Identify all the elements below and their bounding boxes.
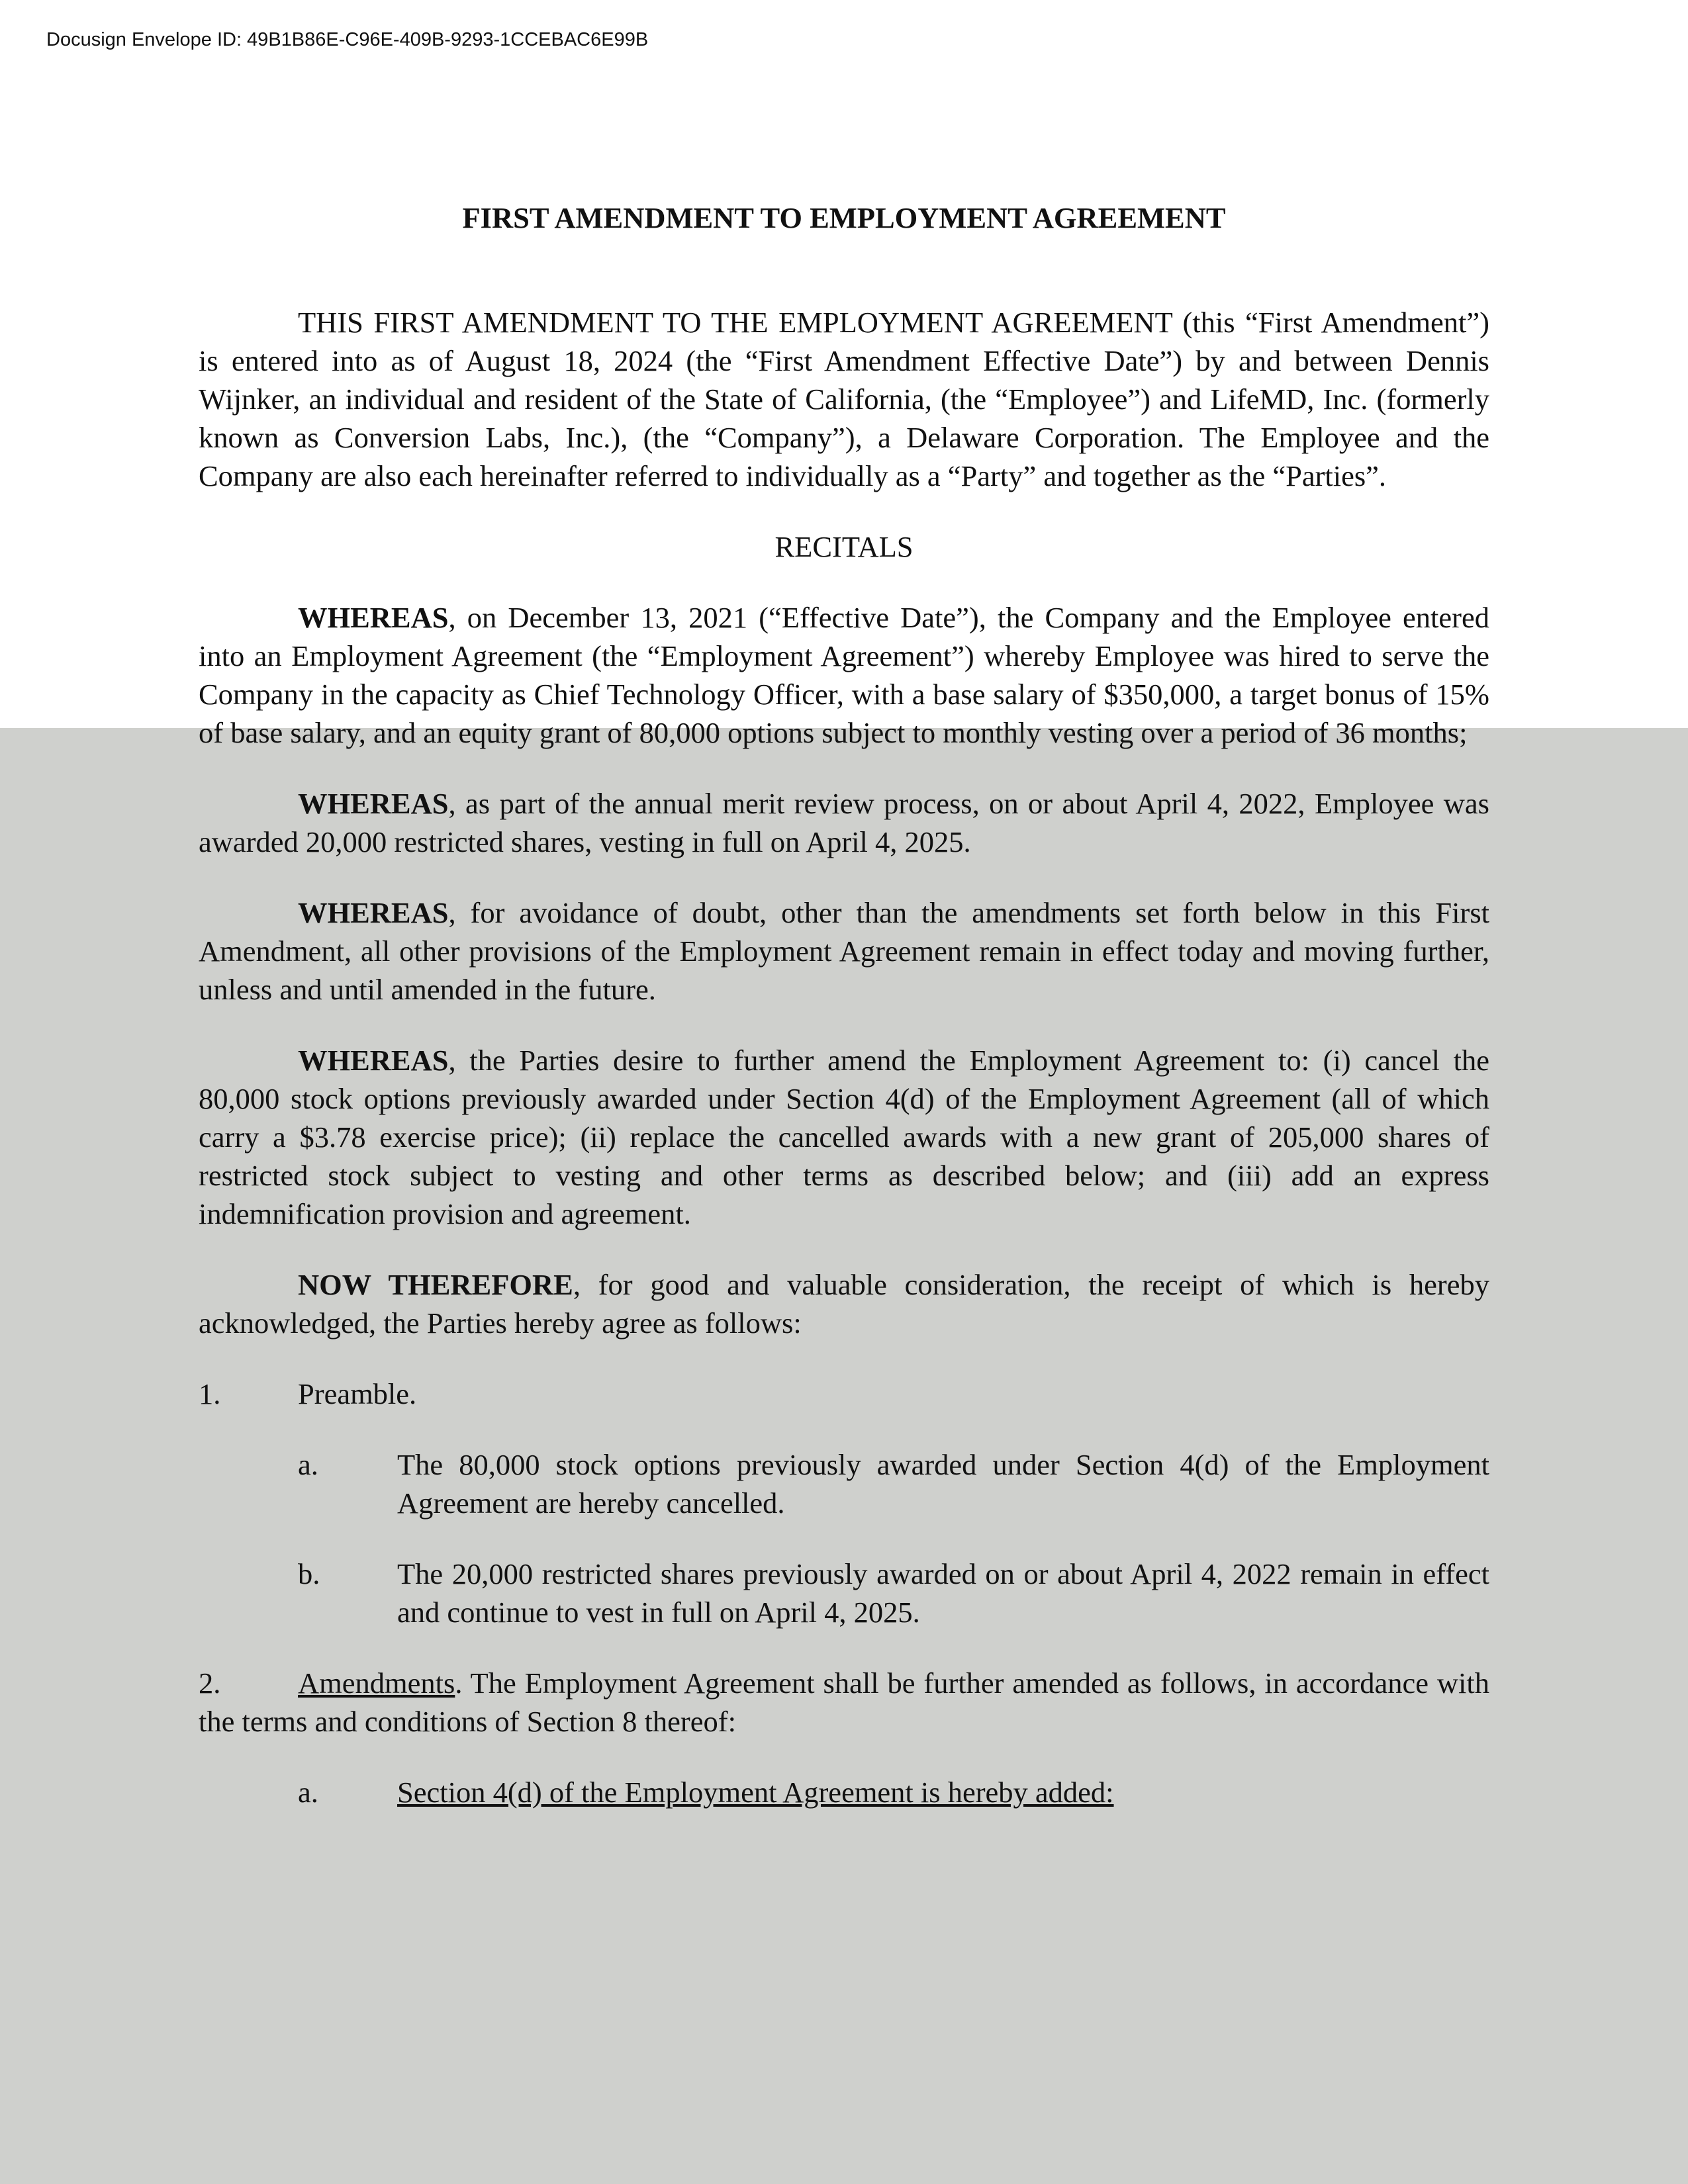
- item-text: Section 4(d) of the Employment Agreement is hereby added:: [397, 1776, 1114, 1809]
- section-title: Preamble.: [298, 1377, 417, 1410]
- section-2-item-a: [199, 1773, 1489, 1811]
- whereas-text: , on December 13, 2021 (“Effective Date”), the Company and the Employee entered into an Employment Agreement (the “Employment Agreement”) whereby Employee was hired to serve the Company in the capacity as Chief Technology Officer, with a base salary of $350,000, a target bonus of 15% of base salary, and an equity grant of 80,000 options subject to monthly vesting over a period of 36 months;: [199, 601, 1489, 749]
- whereas-paragraph-3: [199, 893, 1489, 1009]
- recitals-heading: RECITALS: [774, 530, 914, 563]
- section-number: 2.: [199, 1666, 221, 1700]
- whereas-text: , the Parties desire to further amend the Employment Agreement to: (i) cancel the 80,000 stock options previously awarded under Section 4(d) of the Employment Agreement (all of which carry a $3.78 exercise price); (ii) replace the cancelled awards with a new grant of 205,000 shares of restricted stock subject to vesting and other terms as described below; and (iii) add an express indemnification provision and agreement.: [199, 1044, 1489, 1230]
- now-therefore-text: , for good and valuable consideration, the receipt of which is hereby acknowledged, the Parties hereby agree as follows:: [199, 1268, 1489, 1340]
- item-text: The 80,000 stock options previously awarded under Section 4(d) of the Employment Agreement are hereby cancelled.: [397, 1448, 1489, 1520]
- item-label: a.: [298, 1448, 318, 1481]
- whereas-lead: WHEREAS: [298, 787, 449, 820]
- section-title: Amendments: [298, 1666, 455, 1700]
- item-label: b.: [298, 1557, 320, 1590]
- whereas-lead: WHEREAS: [298, 1044, 449, 1077]
- docusign-envelope-id: Docusign Envelope ID: 49B1B86E-C96E-409B-9293-1CCEBAC6E99B: [46, 29, 649, 50]
- now-therefore-paragraph: [199, 1265, 1489, 1342]
- section-1-item-b: [199, 1555, 1489, 1631]
- whereas-paragraph-4: [199, 1041, 1489, 1233]
- item-label: a.: [298, 1776, 318, 1809]
- section-1-item-a: [199, 1445, 1489, 1522]
- whereas-paragraph-1: [199, 598, 1489, 752]
- document-title: FIRST AMENDMENT TO EMPLOYMENT AGREEMENT: [462, 201, 1226, 234]
- whereas-lead: WHEREAS: [298, 896, 449, 929]
- whereas-paragraph-2: [199, 784, 1489, 861]
- section-1-heading: [199, 1375, 1489, 1413]
- whereas-text: , as part of the annual merit review process, on or about April 4, 2022, Employee was awarded 20,000 restricted shares, vesting in full on April 4, 2025.: [199, 787, 1489, 858]
- document-body: [199, 199, 1489, 1811]
- whereas-lead: WHEREAS: [298, 601, 449, 634]
- section-number: 1.: [199, 1377, 221, 1410]
- intro-paragraph: THIS FIRST AMENDMENT TO THE EMPLOYMENT AGREEMENT (this “First Amendment”) is entered into as of August 18, 2024 (the “First Amendment Effective Date”) by and between Dennis Wijnker, an individual and resident of the State of California, (the “Employee”) and LifeMD, Inc. (formerly known as Conversion Labs, Inc.), (the “Company”), a Delaware Corporation. The Employee and the Company are also each hereinafter referred to individually as a “Party” and together as the “Parties”.: [199, 306, 1489, 492]
- section-text: . The Employment Agreement shall be further amended as follows, in accordance with the terms and conditions of Section 8 thereof:: [199, 1666, 1489, 1738]
- now-therefore-lead: NOW THEREFORE: [298, 1268, 573, 1301]
- item-text: The 20,000 restricted shares previously awarded on or about April 4, 2022 remain in effect and continue to vest in full on April 4, 2025.: [397, 1557, 1489, 1629]
- section-2-paragraph: [199, 1664, 1489, 1741]
- whereas-text: , for avoidance of doubt, other than the amendments set forth below in this First Amendment, all other provisions of the Employment Agreement remain in effect today and moving further, unless and until amended in the future.: [199, 896, 1489, 1006]
